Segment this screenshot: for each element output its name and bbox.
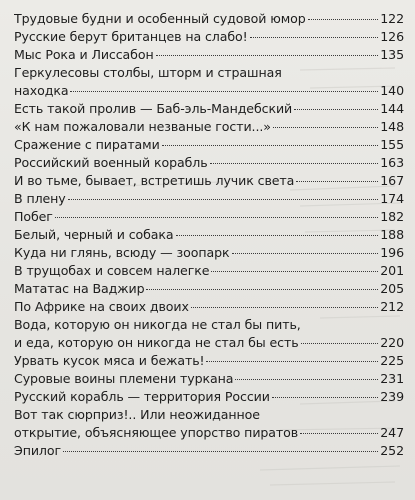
dot-leader — [162, 144, 379, 146]
toc-entry-page-number: 174 — [380, 191, 404, 206]
toc-entry-page-number: 155 — [380, 137, 404, 152]
toc-entry-title: В плену — [14, 191, 66, 206]
toc-entry-row — [14, 190, 404, 208]
toc-entry-page-number: 144 — [380, 101, 404, 116]
toc-entry-title: Русский корабль — территория России — [14, 389, 270, 404]
toc-entry-page-number: 122 — [380, 11, 404, 26]
toc-entry-row — [14, 100, 404, 118]
toc-entry-page-number: 148 — [380, 119, 404, 134]
dot-leader — [232, 252, 379, 254]
toc-entry-row — [14, 136, 404, 154]
toc-entry-row — [14, 370, 404, 388]
toc-entry-page-number: 167 — [380, 173, 404, 188]
toc-entry-row — [14, 28, 404, 46]
toc-entry-page-number: 182 — [380, 209, 404, 224]
toc-entry — [14, 442, 404, 460]
toc-entry-title: и еда, которую он никогда не стал бы есть — [14, 335, 299, 350]
toc-entry-row — [14, 442, 404, 460]
toc-entry-row — [14, 298, 404, 316]
toc-entry-row — [14, 82, 404, 100]
toc-entry — [14, 226, 404, 244]
toc-entry-row — [14, 154, 404, 172]
toc-entry-title: Русские берут британцев на слабо! — [14, 29, 248, 44]
toc-entry-title: Суровые воины племени туркана — [14, 371, 234, 386]
toc-entry — [14, 298, 404, 316]
toc-entry-row — [14, 334, 404, 352]
toc-entry-title: Есть такой пролив — Баб-эль-Мандебский — [14, 101, 293, 116]
toc-entry — [14, 100, 404, 118]
toc-entry-row — [14, 424, 404, 442]
toc-entry-row — [14, 280, 404, 298]
toc-entry-title: находка — [14, 83, 69, 98]
toc-entry — [14, 172, 404, 190]
toc-entry — [14, 136, 404, 154]
toc-entry-page-number: 196 — [380, 245, 404, 260]
dot-leader — [210, 162, 379, 164]
dot-leader — [176, 234, 379, 236]
toc-entry-title: В трущобах и совсем налегке — [14, 263, 210, 278]
toc-entry-row — [14, 262, 404, 280]
toc-entry-title: Сражение с пиратами — [14, 137, 160, 152]
toc-entry-page-number: 212 — [380, 299, 404, 314]
toc-entry — [14, 262, 404, 280]
toc-entry-page-number: 140 — [380, 83, 404, 98]
toc-entry-title: «К нам пожаловали незваные гости...» — [14, 119, 271, 134]
dot-leader — [300, 432, 378, 434]
dot-leader — [296, 180, 378, 182]
table-of-contents — [14, 10, 404, 460]
toc-entry — [14, 118, 404, 136]
toc-entry-page-number: 163 — [380, 155, 404, 170]
toc-entry-page-number: 220 — [380, 335, 404, 350]
toc-entry — [14, 154, 404, 172]
dot-leader — [191, 306, 378, 308]
toc-entry-title: Трудовые будни и особенный судовой юмор — [14, 11, 306, 26]
toc-entry-page-number: 126 — [380, 29, 404, 44]
toc-entry — [14, 406, 404, 442]
toc-entry — [14, 352, 404, 370]
toc-entry-row — [14, 46, 404, 64]
toc-entry — [14, 244, 404, 262]
dot-leader — [146, 288, 378, 290]
toc-entry-page-number: 201 — [380, 263, 404, 278]
toc-entry-page-number: 205 — [380, 281, 404, 296]
toc-entry-title: Эпилог — [14, 443, 61, 458]
toc-entry-row — [14, 10, 404, 28]
toc-entry — [14, 190, 404, 208]
toc-entry-title: открытие, объясняющее упорство пиратов — [14, 425, 299, 440]
dot-leader — [206, 360, 378, 362]
toc-entry — [14, 208, 404, 226]
toc-entry-title: Российский военный корабль — [14, 155, 208, 170]
toc-entry — [14, 316, 404, 352]
toc-entry-title: Урвать кусок мяса и бежать! — [14, 353, 205, 368]
toc-entry-page-number: 239 — [380, 389, 404, 404]
dot-leader — [68, 198, 379, 200]
toc-entry-row — [14, 118, 404, 136]
toc-entry-row — [14, 226, 404, 244]
toc-entry-title: По Африке на своих двоих — [14, 299, 189, 314]
dot-leader — [55, 216, 378, 218]
toc-entry-row — [14, 244, 404, 262]
toc-entry-title-line: Вот так сюрприз!.. Или неожиданное — [14, 407, 260, 422]
dot-leader — [70, 90, 378, 92]
toc-entry-row — [14, 352, 404, 370]
dot-leader — [301, 342, 379, 344]
dot-leader — [273, 126, 378, 128]
toc-entry — [14, 64, 404, 100]
toc-entry-title: Куда ни глянь, всюду — зоопарк — [14, 245, 230, 260]
dot-leader — [211, 270, 378, 272]
toc-entry-page-number: 225 — [380, 353, 404, 368]
toc-entry — [14, 10, 404, 28]
toc-entry-page-number: 252 — [380, 443, 404, 458]
toc-entry-title: Мыс Рока и Лиссабон — [14, 47, 154, 62]
toc-entry-title-line: Вода, которую он никогда не стал бы пить, — [14, 317, 301, 332]
toc-entry-title: Побег — [14, 209, 53, 224]
toc-entry — [14, 28, 404, 46]
toc-entry — [14, 46, 404, 64]
toc-entry — [14, 280, 404, 298]
toc-entry-page-number: 188 — [380, 227, 404, 242]
toc-entry-page-number: 135 — [380, 47, 404, 62]
toc-entry — [14, 370, 404, 388]
toc-entry-title: Мататас на Ваджир — [14, 281, 145, 296]
dot-leader — [308, 18, 379, 20]
toc-entry-row — [14, 388, 404, 406]
toc-entry — [14, 388, 404, 406]
toc-entry-page-number: 247 — [380, 425, 404, 440]
toc-entry-title-line: Геркулесовы столбы, шторм и страшная — [14, 65, 282, 80]
dot-leader — [250, 36, 379, 38]
toc-entry-title: И во тьме, бывает, встретишь лучик света — [14, 173, 295, 188]
dot-leader — [63, 450, 378, 452]
toc-entry-title: Белый, черный и собака — [14, 227, 174, 242]
toc-entry-row — [14, 172, 404, 190]
dot-leader — [272, 396, 378, 398]
dot-leader — [156, 54, 379, 56]
dot-leader — [294, 108, 378, 110]
toc-entry-row — [14, 208, 404, 226]
dot-leader — [235, 378, 378, 380]
toc-entry-page-number: 231 — [380, 371, 404, 386]
